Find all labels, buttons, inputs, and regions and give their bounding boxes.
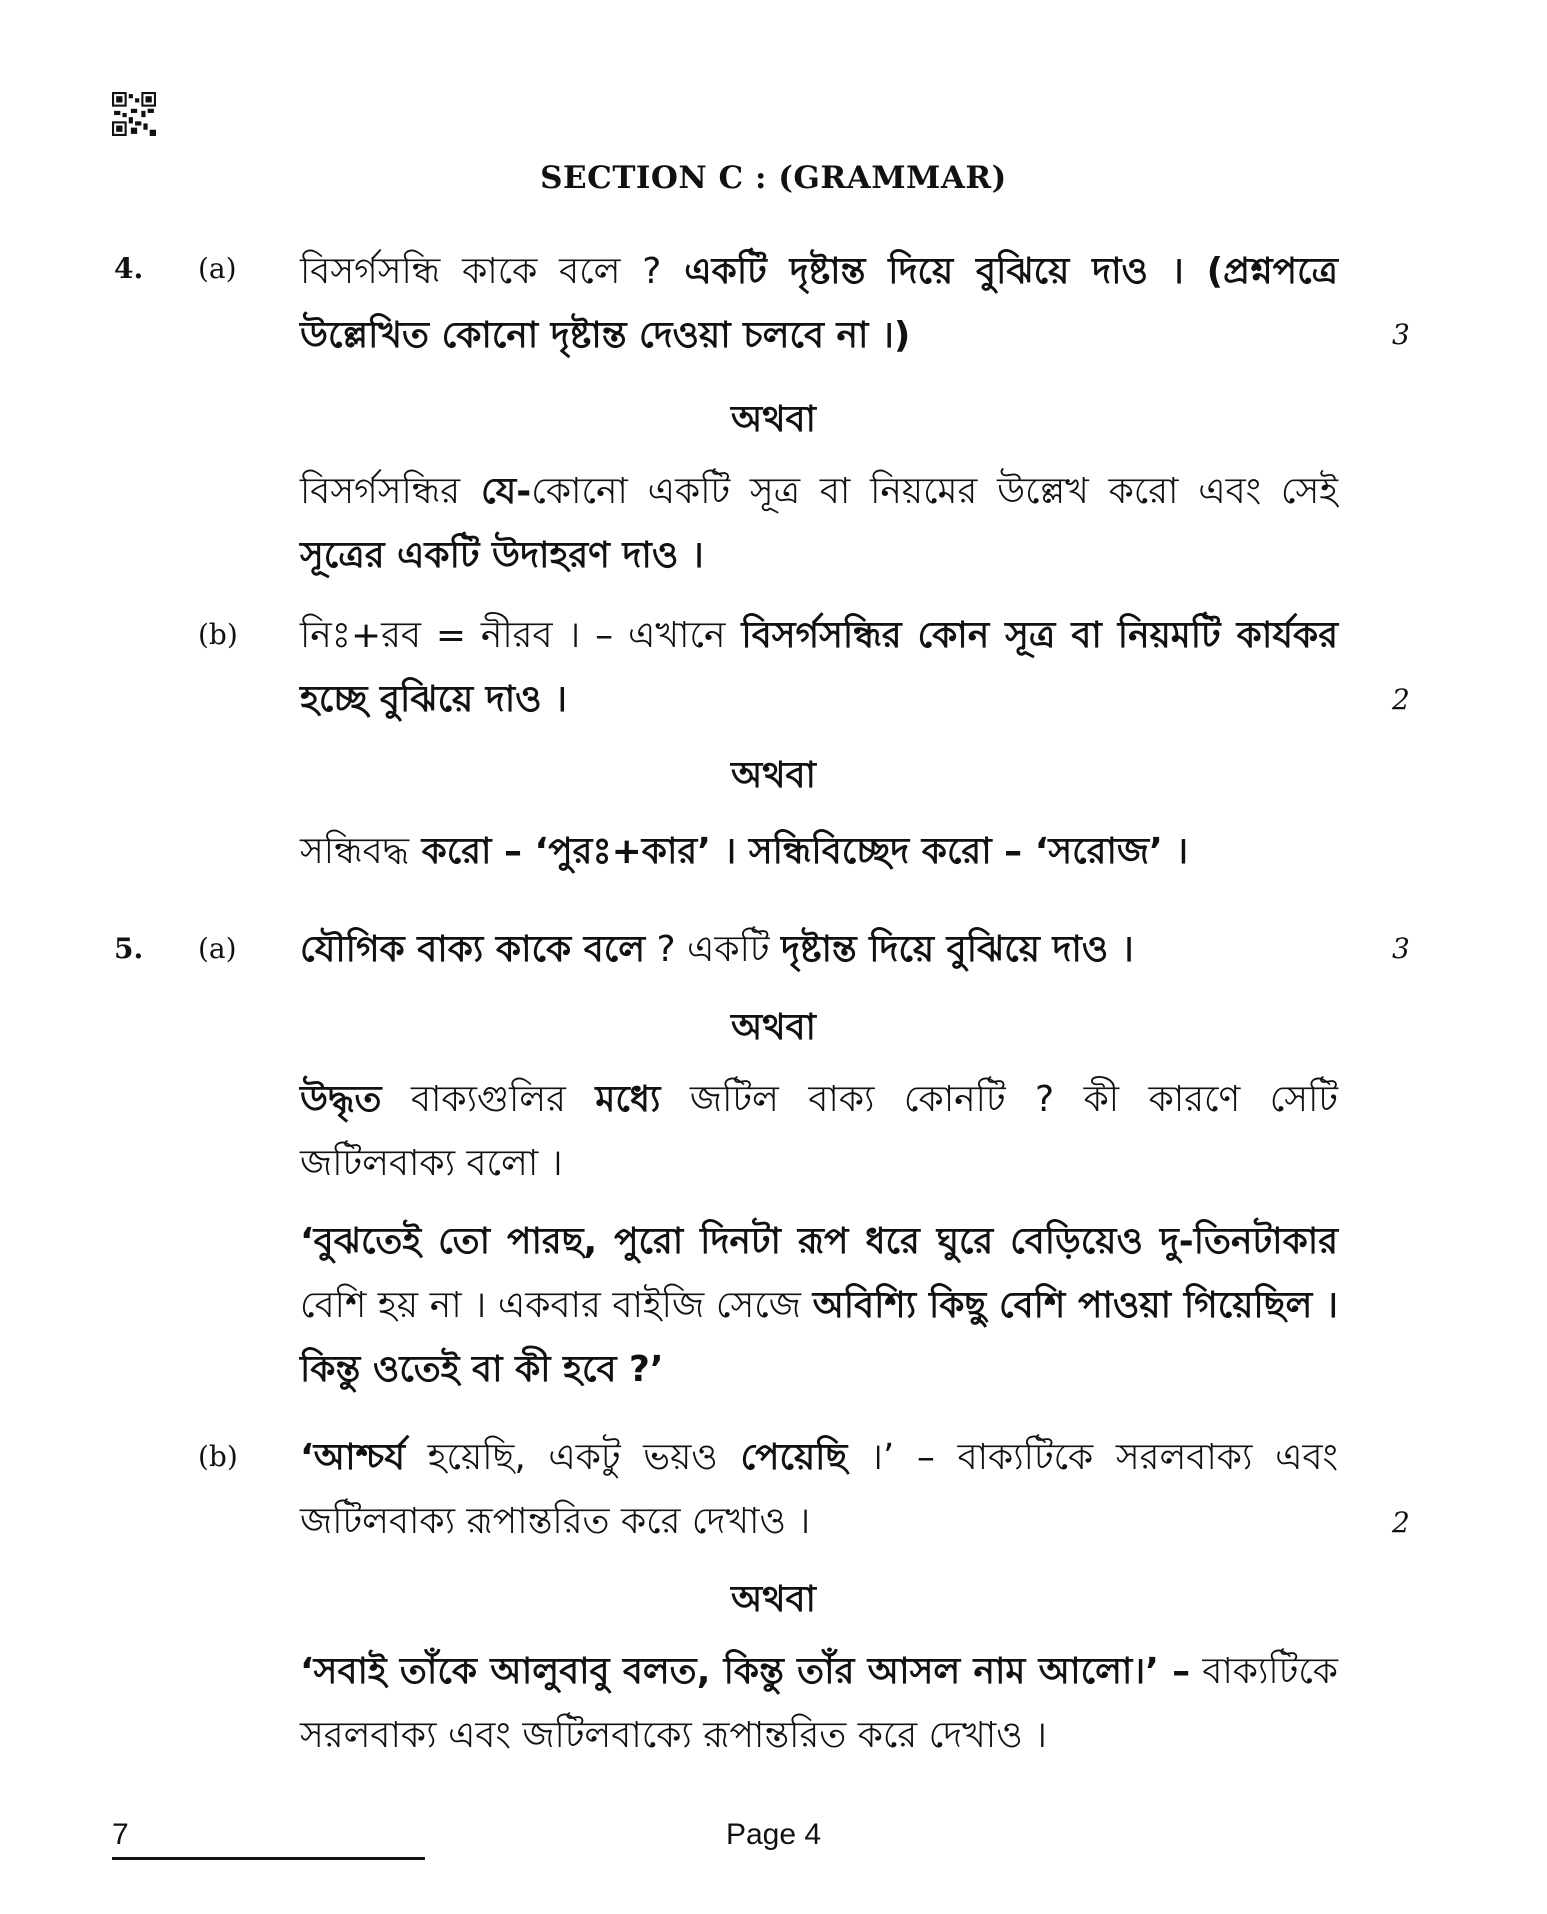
question-5a-quote-3: অবিশ্যি কিছু বেশি পাওয়া গিয়েছিল । কিন্তু ওতেই বা কী হবে ?’ — [300, 1285, 1338, 1390]
question-4b-alt-text-1: সন্ধিবদ্ধ — [300, 831, 410, 872]
question-5a-alt-text-1: উদ্ধৃত — [300, 1079, 382, 1120]
question-4a-alt-text-1: বিসর্গসন্ধির — [300, 471, 461, 512]
footer-rule — [112, 1857, 425, 1860]
question-5b-text-4: ।’ – বাক্যটিকে সরলবাক্য এবং জটিলবাক্য রূপান্তরিত করে দেখাও । — [300, 1437, 1338, 1542]
question-5b-marks: 2 — [1392, 1506, 1410, 1539]
question-4a-alt-text-4: সূত্রের একটি উদাহরণ দাও । — [300, 535, 704, 576]
question-5a-quote-2: বেশি হয় না । একবার বাইজি সেজে — [300, 1285, 813, 1326]
question-5-number: 5. — [114, 932, 144, 965]
question-4b-text-2: বিসর্গসন্ধির কোন সূত্র বা নিয়মটি কার্যকর হচ্ছে বুঝিয়ে দাও । — [300, 615, 1338, 720]
or-heading-4a: অথবা — [731, 399, 816, 440]
question-5a-label: (a) — [198, 932, 237, 965]
question-4b-text-1: নিঃ+রব = নীরব । – এখানে — [300, 615, 726, 656]
question-5a-marks: 3 — [1392, 932, 1410, 965]
page-number: Page 4 — [725, 1818, 822, 1851]
question-5b-text-3: পেয়েছি — [740, 1437, 848, 1478]
question-4a-text-2: একটি দৃষ্টান্ত দিয়ে বুঝিয়ে দাও । (প্রশ্নপত্রে উল্লেখিত কোনো দৃষ্টান্ত দেওয়া চলবে না ।) — [300, 251, 1338, 356]
or-heading-4b: অথবা — [731, 755, 816, 796]
or-heading-5a: অথবা — [731, 1007, 816, 1048]
question-5a-quote — [300, 1210, 1338, 1402]
question-4b-marks: 2 — [1392, 683, 1410, 716]
question-5b-label: (b) — [198, 1440, 238, 1473]
question-4b-alt-text-2: করো – ‘পুরঃ+কার’ । সন্ধিবিচ্ছেদ করো – ‘সরোজ’ । — [409, 831, 1189, 872]
section-title: SECTION C : (GRAMMAR) — [540, 160, 1007, 196]
question-5a-alt-text — [300, 1068, 1338, 1196]
question-5a-alt-text-3: মধ্যে — [595, 1079, 661, 1120]
question-4a-text — [300, 240, 1338, 368]
qr-code-icon — [112, 92, 156, 136]
question-5b-text-2: হয়েছি, একটু ভয়ও — [404, 1437, 741, 1478]
question-5b-alt-text-1: ‘সবাই তাঁকে আলুবাবু বলত, কিন্তু তাঁর আসল নাম আলো।’ – — [300, 1651, 1191, 1692]
question-5a-alt-text-4: জটিল বাক্য কোনটি ? কী কারণে সেটি জটিলবাক্য বলো । — [300, 1079, 1338, 1184]
question-4-number: 4. — [114, 252, 144, 285]
question-5a-text-3: দৃষ্টান্ত দিয়ে বুঝিয়ে দাও । — [780, 929, 1134, 970]
question-4b-text — [300, 604, 1338, 732]
question-4a-alt-text-2: যে- — [460, 471, 532, 512]
question-5a-text-2: ? একটি — [645, 929, 781, 970]
question-4a-alt-text-3: কোনো একটি সূত্র বা নিয়মের উল্লেখ করো এবং সেই — [531, 471, 1339, 512]
question-5a-text — [300, 918, 1338, 982]
question-5a-alt-text-2: বাক্যগুলির — [381, 1079, 596, 1120]
question-4b-label: (b) — [198, 618, 238, 651]
footer-code: 7 — [112, 1818, 129, 1851]
question-4a-marks: 3 — [1392, 318, 1410, 351]
question-4a-alt-text — [300, 460, 1338, 588]
question-5b-alt-text-2: বাক্যটিকে সরলবাক্য এবং জটিলবাক্যে রূপান্তরিত করে দেখাও । — [300, 1651, 1338, 1756]
question-4a-label: (a) — [198, 252, 237, 285]
question-5b-text-1: ‘আশ্চর্য — [300, 1437, 405, 1478]
question-5b-alt-text — [300, 1640, 1338, 1768]
or-heading-5b: অথবা — [731, 1579, 816, 1620]
question-5b-text — [300, 1426, 1338, 1554]
question-4a-text-1: বিসর্গসন্ধি কাকে বলে ? — [300, 251, 662, 292]
question-5a-quote-1: ‘বুঝতেই তো পারছ, পুরো দিনটা রূপ ধরে ঘুরে বেড়িয়েও দু-তিনটাকার — [300, 1221, 1338, 1262]
question-5a-text-1: যৌগিক বাক্য কাকে বলে — [300, 929, 646, 970]
question-4b-alt-text — [300, 820, 1338, 884]
